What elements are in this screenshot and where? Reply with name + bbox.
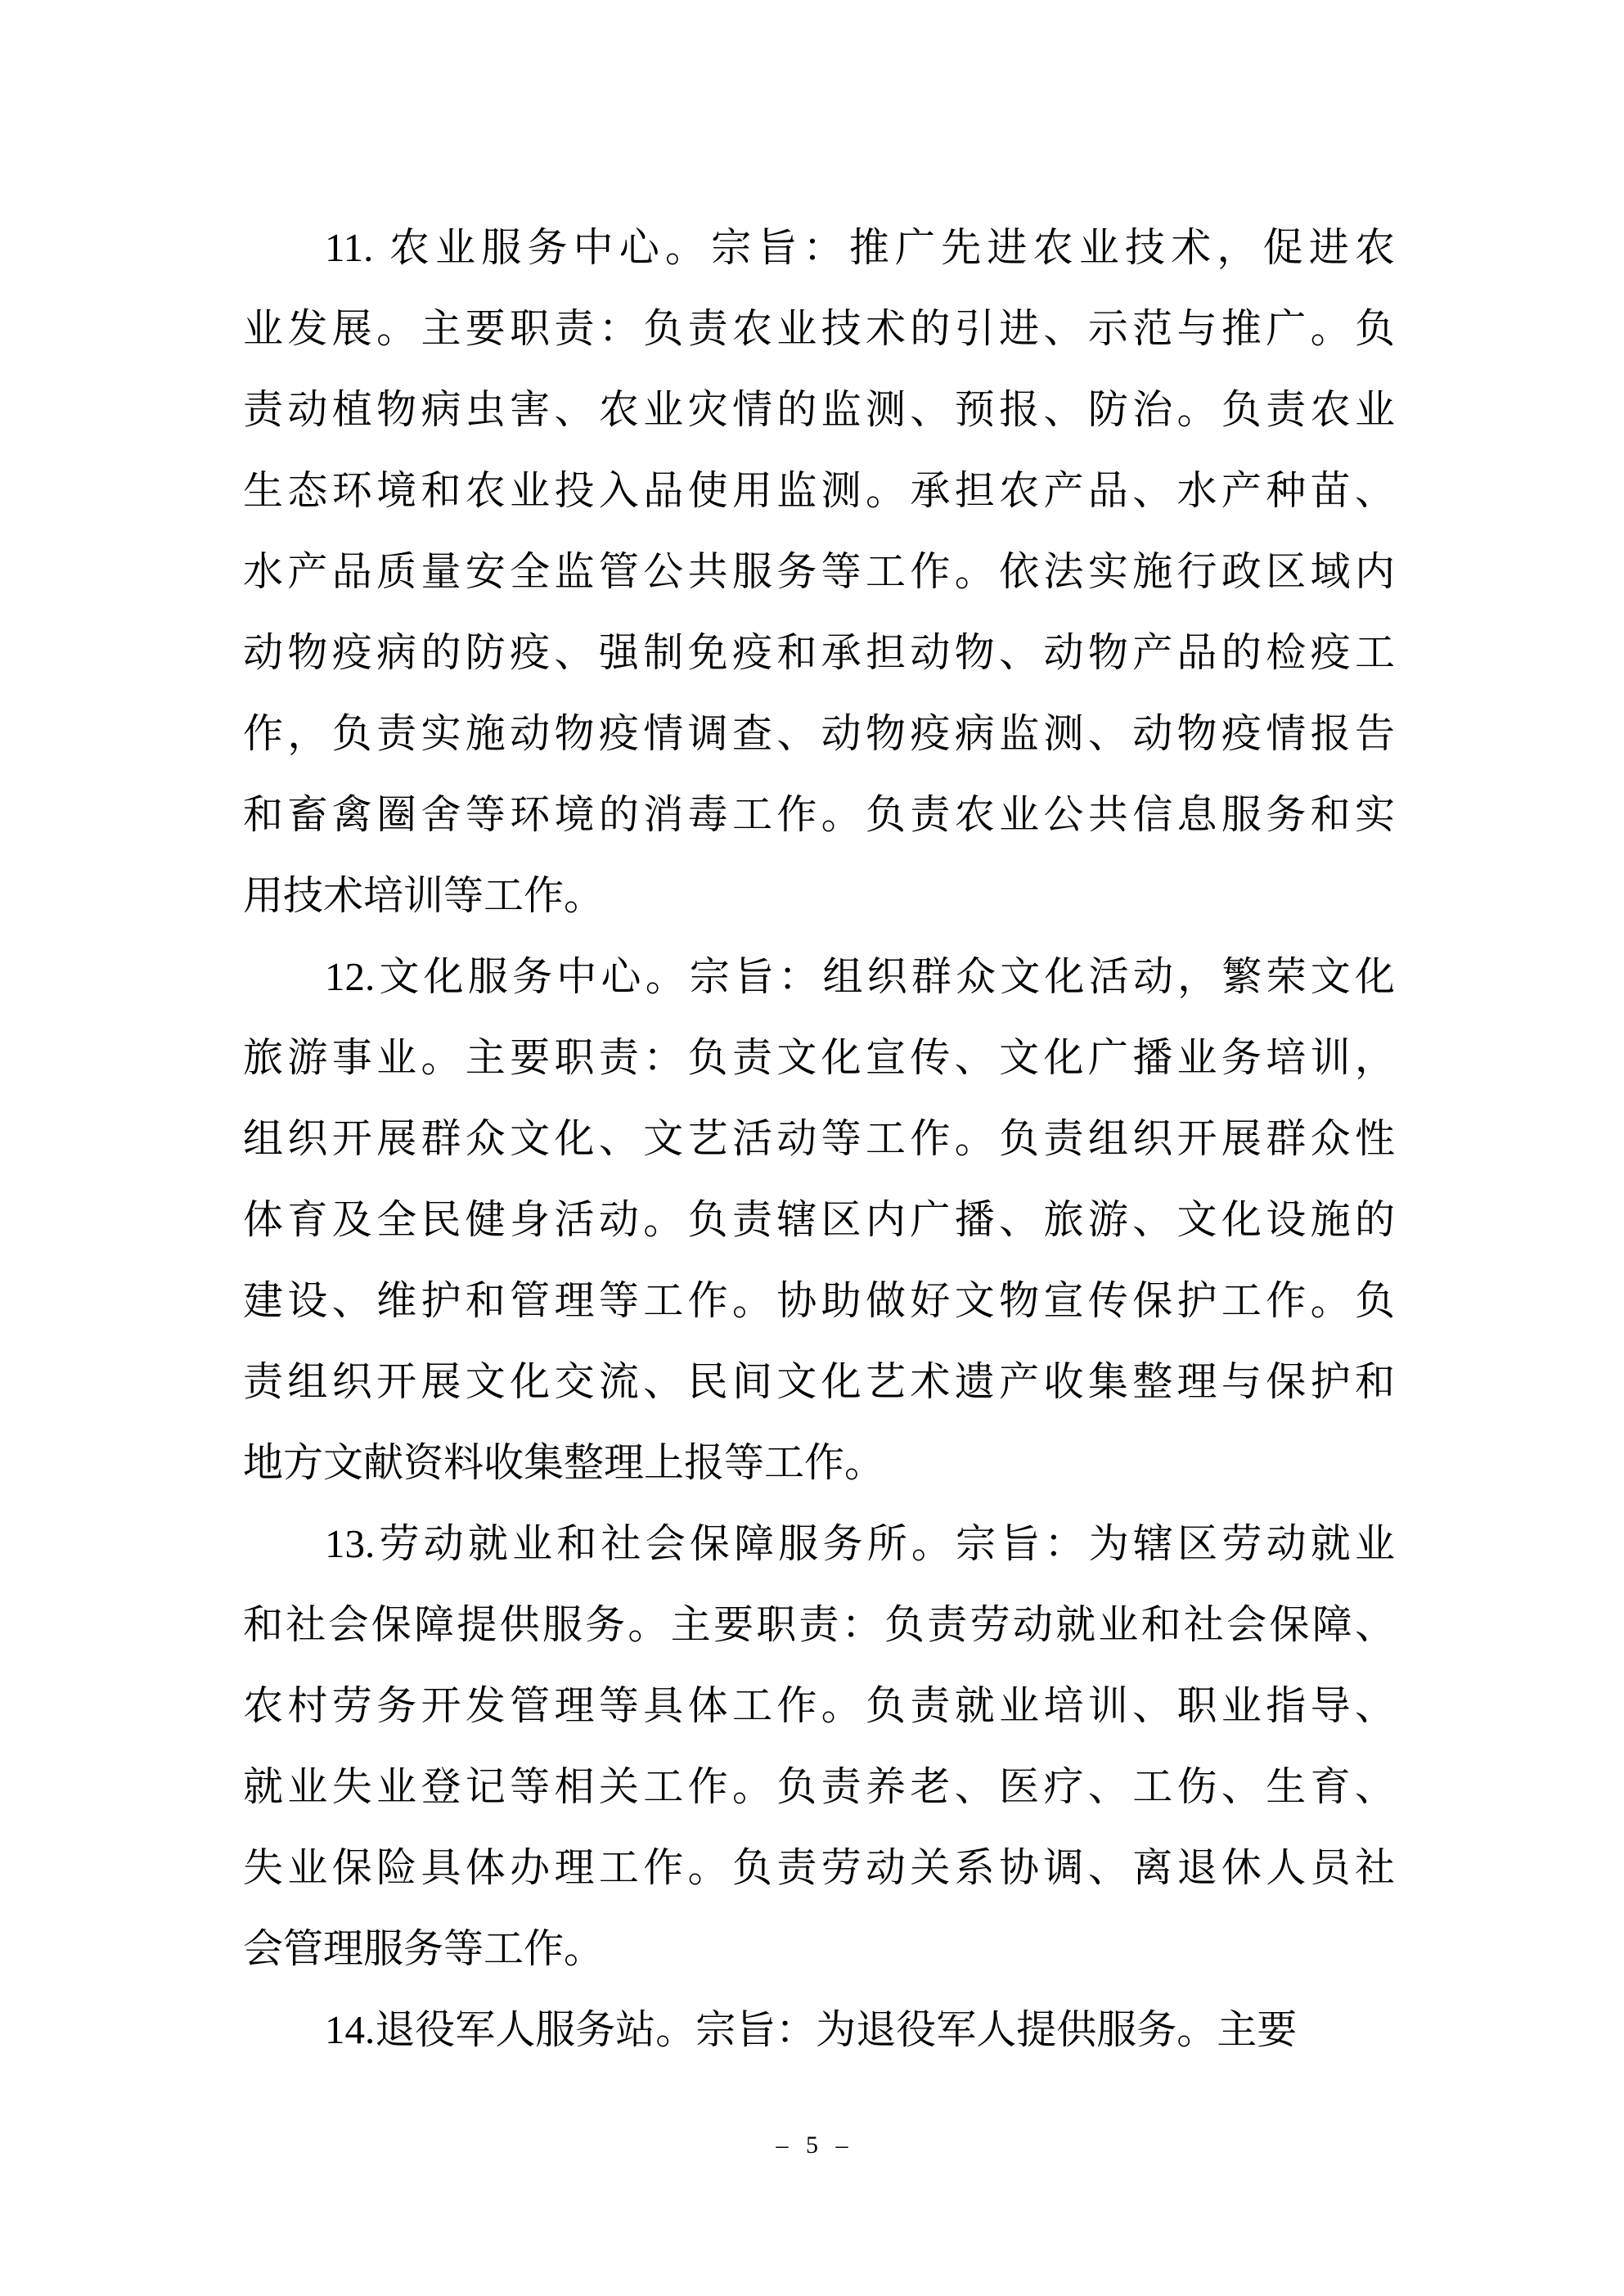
text-line: 用技术培训等工作。 (243, 873, 605, 918)
text-line: 12.文化服务中心。宗旨：组织群众文化活动，繁荣文化 (325, 954, 1395, 999)
text-line: 作，负责实施动物疫情调查、动物疫病监测、动物疫情报告 (243, 711, 1395, 756)
text-line: 动物疫病的防疫、强制免疫和承担动物、动物产品的检疫工 (243, 630, 1395, 675)
text-line: 就业失业登记等相关工作。负责养老、医疗、工伤、生育、 (243, 1764, 1395, 1809)
text-line: 和社会保障提供服务。主要职责：负责劳动就业和社会保障、 (243, 1602, 1395, 1647)
page-footer (0, 2131, 1624, 2160)
page-number: – 5 – (776, 2132, 848, 2159)
paragraph-14 (243, 1989, 1395, 2070)
paragraph-12 (243, 936, 1395, 1503)
text-line: 建设、维护和管理等工作。协助做好文物宣传保护工作。负 (243, 1278, 1395, 1323)
text-line: 11. 农业服务中心。宗旨：推广先进农业技术，促进农 (325, 225, 1395, 270)
text-line: 农村劳务开发管理等具体工作。负责就业培训、职业指导、 (243, 1683, 1395, 1728)
text-line: 和畜禽圈舍等环境的消毒工作。负责农业公共信息服务和实 (243, 792, 1395, 837)
text-line: 业发展。主要职责：负责农业技术的引进、示范与推广。负 (243, 306, 1395, 351)
text-line: 失业保险具体办理工作。负责劳动关系协调、离退休人员社 (243, 1845, 1395, 1890)
text-line: 组织开展群众文化、文艺活动等工作。负责组织开展群众性 (243, 1116, 1395, 1161)
document-body (243, 207, 1395, 2070)
text-line: 生态环境和农业投入品使用监测。承担农产品、水产种苗、 (243, 468, 1395, 513)
text-line: 水产品质量安全监管公共服务等工作。依法实施行政区域内 (243, 549, 1395, 594)
paragraph-13 (243, 1503, 1395, 1989)
text-line: 体育及全民健身活动。负责辖区内广播、旅游、文化设施的 (243, 1197, 1395, 1242)
text-line: 13.劳动就业和社会保障服务所。宗旨：为辖区劳动就业 (325, 1521, 1395, 1566)
text-line: 旅游事业。主要职责：负责文化宣传、文化广播业务培训， (243, 1035, 1395, 1080)
paragraph-11 (243, 207, 1395, 936)
text-line: 会管理服务等工作。 (243, 1926, 605, 1971)
text-line: 责组织开展文化交流、民间文化艺术遗产收集整理与保护和 (243, 1359, 1395, 1404)
text-line: 责动植物病虫害、农业灾情的监测、预报、防治。负责农业 (243, 387, 1395, 432)
text-line: 14.退役军人服务站。宗旨：为退役军人提供服务。主要 (325, 2007, 1298, 2052)
text-line: 地方文献资料收集整理上报等工作。 (243, 1440, 885, 1485)
